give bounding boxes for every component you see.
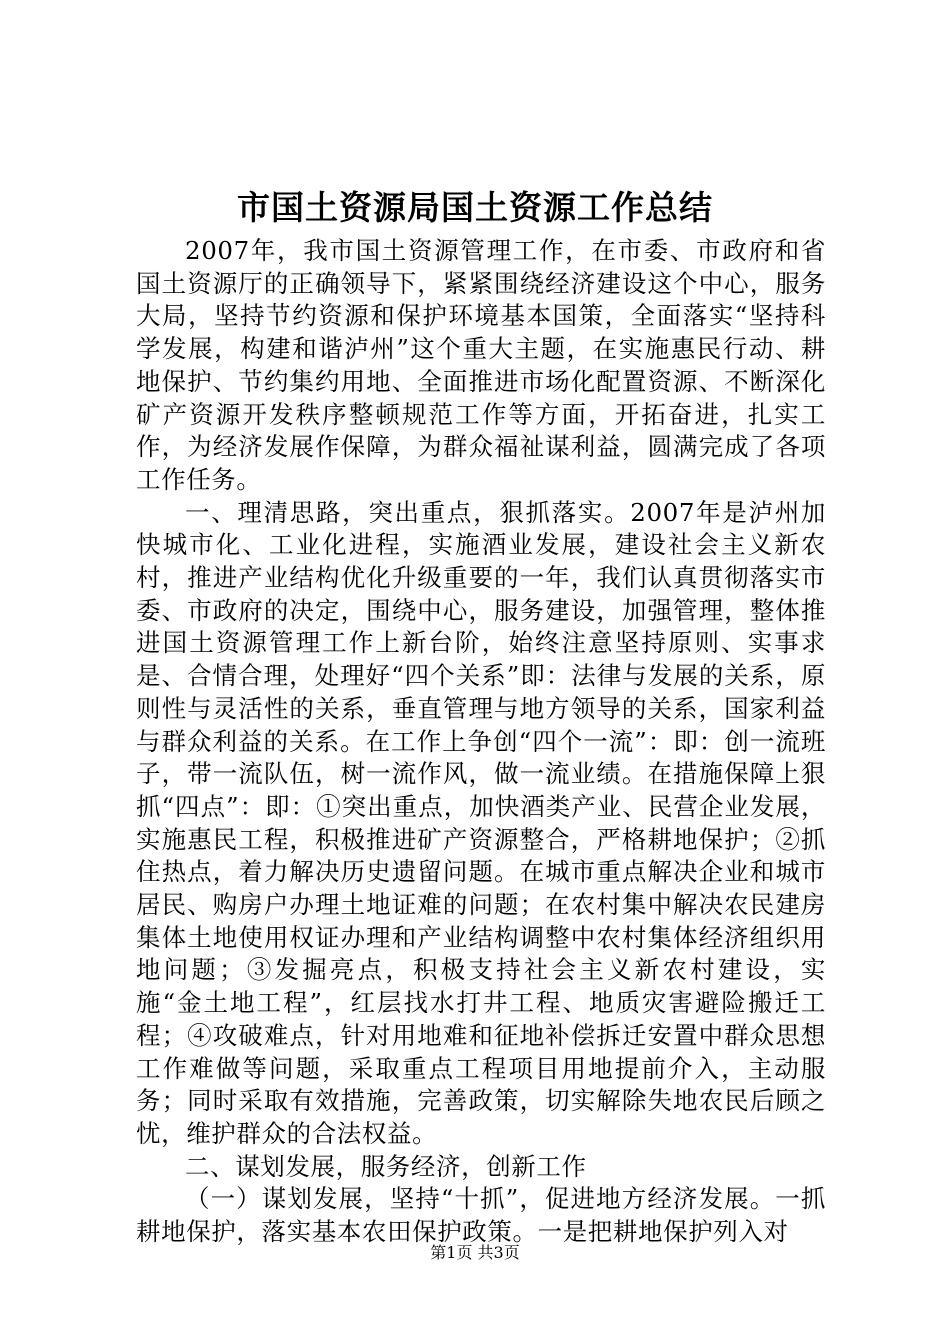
document-body — [136, 235, 826, 1249]
document-title: 市国土资源局国土资源工作总结 — [237, 188, 713, 227]
paragraph-intro: 2007年，我市国土资源管理工作，在市委、市政府和省国土资源厅的正确领导下，紧紧围绕经济建设这个中心，服务大局，坚持节约资源和保护环境基本国策，全面落实“坚持科学发展，构建和谐泸州”这个重大主题，在实施惠民行动、耕地保护、节约集约用地、全面推进市场化配置资源、不断深化矿产资源开发秩序整顿规范工作等方面，开拓奋进，扎实工作，为经济发展作保障，为群众福祉谋利益，圆满完成了各项工作任务。 — [136, 236, 826, 494]
paragraph-section-one: 一、理清思路，突出重点，狠抓落实。2007年是泸州加快城市化、工业化进程，实施酒业发展，建设社会主义新农村，推进产业结构优化升级重要的一年，我们认真贯彻落实市委、市政府的决定，围绕中心，服务建设，加强管理，整体推进国土资源管理工作上新台阶，始终注意坚持原则、实事求是、合情合理，处理好“四个关系”即：法律与发展的关系，原则性与灵活性的关系，垂直管理与地方领导的关系，国家利益与群众利益的关系。在工作上争创“四个一流”：即：创一流班子，带一流队伍，树一流作风，做一流业绩。在措施保障上狠抓“四点”：即：①突出重点，加快酒类产业、民营企业发展，实施惠民工程，积极推进矿产资源整合，严格耕地保护；②抓住热点，着力解决历史遗留问题。在城市重点解决企业和城市居民、购房户办理土地证难的问题；在农村集中解决农民建房集体土地使用权证办理和产业结构调整中农村集体经济组织用地问题；③发掘亮点，积极支持社会主义新农村建设，实施“金土地工程”，红层找水打井工程、地质灾害避险搬迁工程；④攻破难点，针对用地难和征地补偿拆迁安置中群众思想工作难做等问题，采取重点工程项目用地提前介入，主动服务；同时采取有效措施，完善政策，切实解除失地农民后顾之忧，维护群众的合法权益。 — [136, 497, 826, 1148]
page-footer: 第1页 共3页 — [430, 1243, 520, 1262]
paragraph-subsection-one: （一）谋划发展，坚持“十抓”，促进地方经济发展。一抓耕地保护，落实基本农田保护政策。一是把耕地保护列入对 — [136, 1184, 826, 1247]
paragraph-section-two-heading: 二、谋划发展，服务经济，创新工作 — [185, 1151, 587, 1181]
